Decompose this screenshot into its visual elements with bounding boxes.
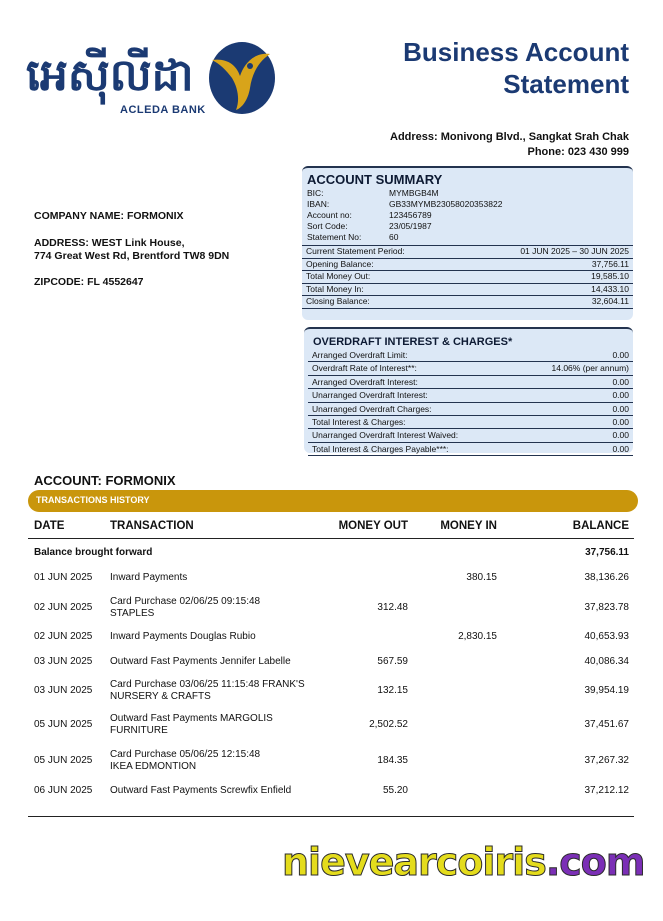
bank-logo-khmer: អេស៊ីលីដា xyxy=(26,50,194,101)
bank-address-line: Address: Monivong Blvd., Sangkat Srah Chak xyxy=(390,131,629,143)
summary-row: Total Money In: 14,433.10 xyxy=(302,283,633,296)
overdraft-row: Overdraft Rate of Interest**: 14.06% (per annum) xyxy=(308,362,633,375)
account-summary-fields xyxy=(302,187,633,245)
watermark xyxy=(282,840,645,884)
balance-forward-amount: 37,756.11 xyxy=(585,547,629,558)
company-name: COMPANY NAME: FORMONIX xyxy=(34,210,184,222)
header-divider xyxy=(28,538,634,539)
transactions-history-label: TRANSACTIONS HISTORY xyxy=(36,495,150,505)
account-label: ACCOUNT: FORMONIX xyxy=(34,473,176,488)
company-address xyxy=(34,237,229,263)
summary-field: Sort Code: 23/05/1987 xyxy=(307,221,432,231)
summary-field: BIC: MYMBGB4M xyxy=(307,188,439,198)
column-header-money-out: MONEY OUT xyxy=(338,520,408,532)
bank-phone: Phone: 023 430 999 xyxy=(527,146,629,158)
bank-address xyxy=(390,130,629,160)
title-line-2: Statement xyxy=(503,69,629,99)
statement-title xyxy=(403,36,629,100)
overdraft-box xyxy=(304,327,633,453)
balance-forward-label: Balance brought forward xyxy=(34,547,153,558)
column-header-balance: BALANCE xyxy=(572,520,629,532)
company-zipcode: ZIPCODE: FL 4552647 xyxy=(34,276,144,288)
column-header-transaction: TRANSACTION xyxy=(110,520,194,532)
summary-field: Statement No: 60 xyxy=(307,232,399,242)
overdraft-row: Total Interest & Charges: 0.00 xyxy=(308,416,633,429)
watermark-domain: nievearcoiris xyxy=(282,840,546,884)
summary-row: Total Money Out: 19,585.10 xyxy=(302,270,633,283)
account-summary-box xyxy=(302,166,633,320)
summary-field: Account no: 123456789 xyxy=(307,210,432,220)
summary-row: Opening Balance: 37,756.11 xyxy=(302,258,633,271)
title-line-1: Business Account xyxy=(403,37,629,67)
bank-logo-name: ACLEDA BANK xyxy=(120,104,206,116)
overdraft-row: Arranged Overdraft Interest: 0.00 xyxy=(308,376,633,389)
overdraft-row: Unarranged Overdraft Charges: 0.00 xyxy=(308,403,633,416)
column-header-money-in: MONEY IN xyxy=(440,520,497,532)
transactions-history-bar xyxy=(28,490,638,512)
column-header-date: DATE xyxy=(34,520,65,532)
overdraft-heading: OVERDRAFT INTEREST & CHARGES* xyxy=(313,336,513,348)
overdraft-row: Unarranged Overdraft Interest Waived: 0.00 xyxy=(308,429,633,442)
summary-row: Current Statement Period: 01 JUN 2025 – 30 JUN 2025 xyxy=(302,245,633,258)
summary-row: Closing Balance: 32,604.11 xyxy=(302,295,633,309)
overdraft-row: Unarranged Overdraft Interest: 0.00 xyxy=(308,389,633,402)
table-bottom-divider xyxy=(28,816,634,817)
account-summary-heading: ACCOUNT SUMMARY xyxy=(307,172,443,187)
company-address-line-1: ADDRESS: WEST Link House, xyxy=(34,237,185,249)
company-address-line-2: 774 Great West Rd, Brentford TW8 9DN xyxy=(34,250,230,262)
overdraft-row: Total Interest & Charges Payable***: 0.00 xyxy=(308,443,633,456)
watermark-tld: .com xyxy=(545,840,645,884)
overdraft-row: Arranged Overdraft Limit: 0.00 xyxy=(308,349,633,362)
summary-field: IBAN: GB33MYMB23058020353822 xyxy=(307,199,503,209)
bird-emblem-icon xyxy=(206,40,276,116)
